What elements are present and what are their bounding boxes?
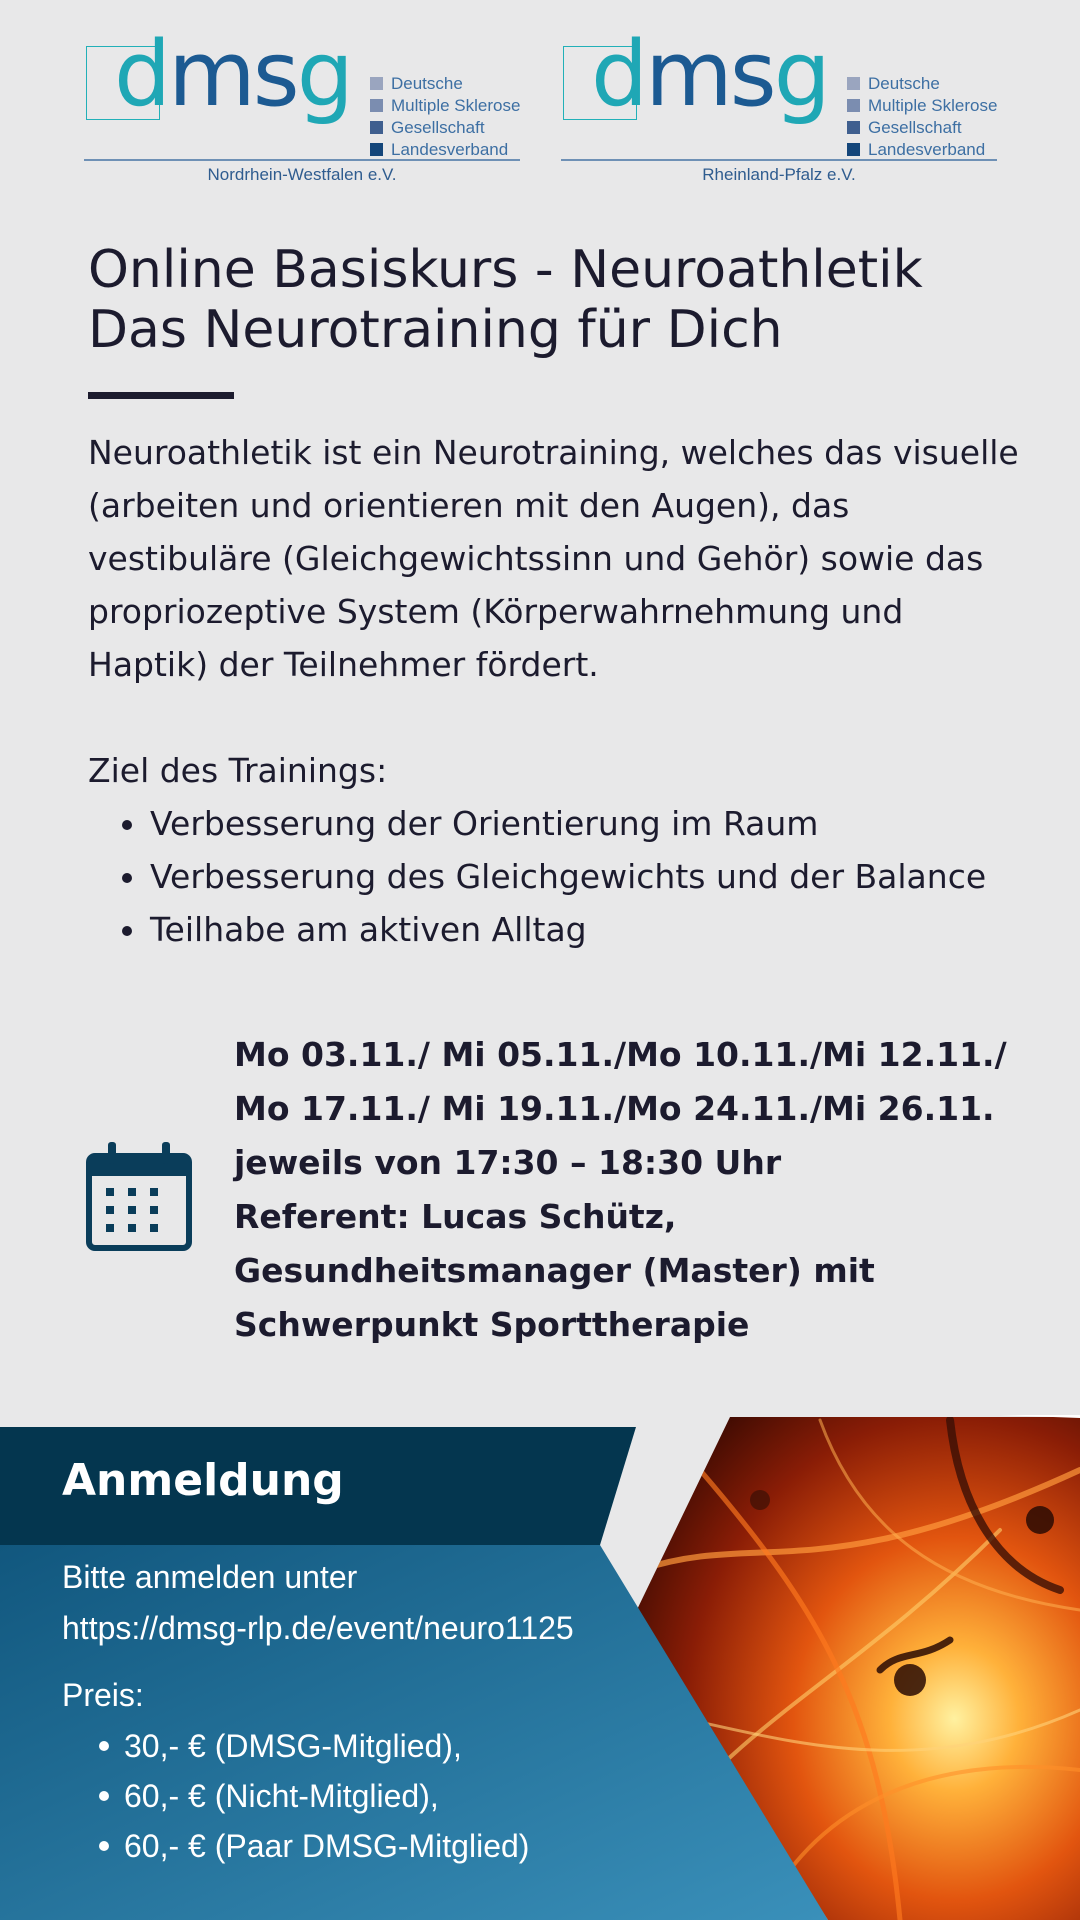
title-underline bbox=[88, 392, 234, 399]
list-item: Verbesserung des Gleichgewichts und der Balance bbox=[150, 850, 1020, 903]
page-title bbox=[88, 240, 1048, 360]
price-label: Preis: bbox=[62, 1677, 144, 1713]
logo-wordmark: dmsg bbox=[114, 22, 351, 127]
schedule-role-1: Gesundheitsmanager (Master) mit bbox=[234, 1251, 875, 1290]
title-line-1: Online Basiskurs - Neuroathletik bbox=[88, 240, 923, 300]
logo-line: Gesellschaft bbox=[868, 117, 962, 137]
schedule-speaker: Referent: Lucas Schütz, bbox=[234, 1197, 677, 1236]
list-item: Teilhabe am aktiven Alltag bbox=[150, 903, 1020, 956]
logo-line: Landesverband bbox=[391, 139, 509, 159]
logo-wordmark: dmsg bbox=[591, 22, 828, 127]
price-list bbox=[124, 1721, 529, 1871]
title-line-2: Das Neurotraining für Dich bbox=[88, 300, 783, 360]
logo-subtitle: Rheinland-Pfalz e.V. bbox=[702, 165, 856, 184]
logo-text-block bbox=[370, 72, 520, 160]
registration-url: https://dmsg-rlp.de/event/neuro1125 bbox=[62, 1610, 574, 1646]
calendar-icon bbox=[86, 1142, 192, 1252]
dmsg-logo-nrw bbox=[84, 22, 524, 189]
registration-text bbox=[62, 1552, 702, 1654]
goals-list bbox=[150, 797, 1020, 956]
goals-heading: Ziel des Trainings: bbox=[88, 751, 388, 790]
logo-text-block bbox=[847, 72, 997, 160]
schedule-dates-1: Mo 03.11./ Mi 05.11./Mo 10.11./Mi 12.11./ bbox=[234, 1035, 1007, 1074]
logo-subtitle: Nordrhein-Westfalen e.V. bbox=[207, 165, 397, 184]
logo-line: Deutsche bbox=[868, 73, 940, 93]
registration-instruction: Bitte anmelden unter bbox=[62, 1559, 358, 1595]
list-item: 60,- € (Nicht-Mitglied), bbox=[124, 1771, 529, 1821]
schedule-block bbox=[234, 1028, 1044, 1352]
logo-divider bbox=[561, 159, 997, 161]
list-item: 30,- € (DMSG-Mitglied), bbox=[124, 1721, 529, 1771]
logo-line: Gesellschaft bbox=[391, 117, 485, 137]
schedule-time: jeweils von 17:30 – 18:30 Uhr bbox=[234, 1143, 782, 1182]
schedule-role-2: Schwerpunkt Sporttherapie bbox=[234, 1305, 750, 1344]
list-item: 60,- € (Paar DMSG-Mitglied) bbox=[124, 1821, 529, 1871]
list-item: Verbesserung der Orientierung im Raum bbox=[150, 797, 1020, 850]
course-description: Neuroathletik ist ein Neurotraining, welches das visuelle (arbeiten und orientieren mit den Augen), das vestibuläre (Gleichgewichtssinn und Gehör) sowie das propriozeptive System (Körperwahrnehmung und Haptik) der Teilnehmer fördert. bbox=[88, 433, 1019, 684]
logo-line: Deutsche bbox=[391, 73, 463, 93]
logo-line: Landesverband bbox=[868, 139, 986, 159]
logo-line: Multiple Sklerose bbox=[868, 95, 998, 115]
dmsg-logo-rlp bbox=[561, 22, 1001, 189]
logo-line: Multiple Sklerose bbox=[391, 95, 521, 115]
logo-divider bbox=[84, 159, 520, 161]
registration-title: Anmeldung bbox=[62, 1455, 344, 1506]
schedule-dates-2: Mo 17.11./ Mi 19.11./Mo 24.11./Mi 26.11. bbox=[234, 1089, 995, 1128]
